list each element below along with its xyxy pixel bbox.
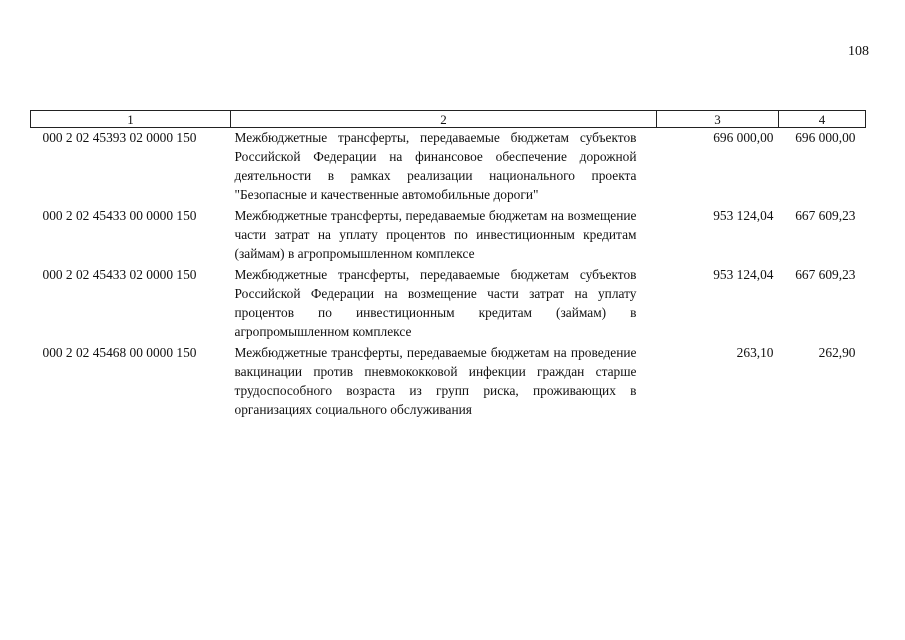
amount-col-3: 263,10 [736, 345, 774, 360]
header-col-4: 4 [779, 111, 866, 128]
table-body [31, 128, 866, 422]
amount-col-3: 953 124,04 [713, 208, 774, 223]
header-row [31, 111, 866, 128]
amount-col-4: 696 000,00 [795, 130, 856, 145]
table-row [31, 343, 866, 421]
table-row [31, 128, 866, 207]
amount-col-4: 667 609,23 [795, 267, 856, 282]
budget-item-name: Межбюджетные трансферты, передаваемые бюджетам субъектов Российской Федерации на возмещение части затрат на уплату процентов по инвестиционным кредитам (займам) в агропромышленном комплексе [234, 267, 637, 339]
budget-table [30, 110, 866, 421]
amount-col-4: 667 609,23 [795, 208, 856, 223]
table-row [31, 206, 866, 265]
page-number: 108 [848, 44, 869, 59]
budget-item-name: Межбюджетные трансферты, передаваемые бюджетам субъектов Российской Федерации на финансовое обеспечение дорожной деятельности в рамках реализации национального проекта "Безопасные и качественные автомобильные дороги" [234, 130, 637, 202]
budget-code: 000 2 02 45433 02 0000 150 [42, 267, 197, 282]
budget-item-name: Межбюджетные трансферты, передаваемые бюджетам на возмещение части затрат на уплату процентов по инвестиционным кредитам (займам) в агропромышленном комплексе [234, 208, 637, 261]
amount-col-3: 953 124,04 [713, 267, 774, 282]
header-col-1: 1 [31, 111, 231, 128]
amount-col-3: 696 000,00 [713, 130, 774, 145]
table-row [31, 265, 866, 343]
budget-item-name: Межбюджетные трансферты, передаваемые бюджетам на проведение вакцинации против пневмококковой инфекции граждан старше трудоспособного возраста из групп риска, проживающих в организациях социального обслуживания [234, 345, 637, 417]
budget-code: 000 2 02 45433 00 0000 150 [42, 208, 197, 223]
budget-code: 000 2 02 45468 00 0000 150 [42, 345, 197, 360]
amount-col-4: 262,90 [818, 345, 856, 360]
table-header [31, 111, 866, 128]
header-col-2: 2 [231, 111, 657, 128]
header-col-3: 3 [657, 111, 779, 128]
budget-code: 000 2 02 45393 02 0000 150 [42, 130, 197, 145]
